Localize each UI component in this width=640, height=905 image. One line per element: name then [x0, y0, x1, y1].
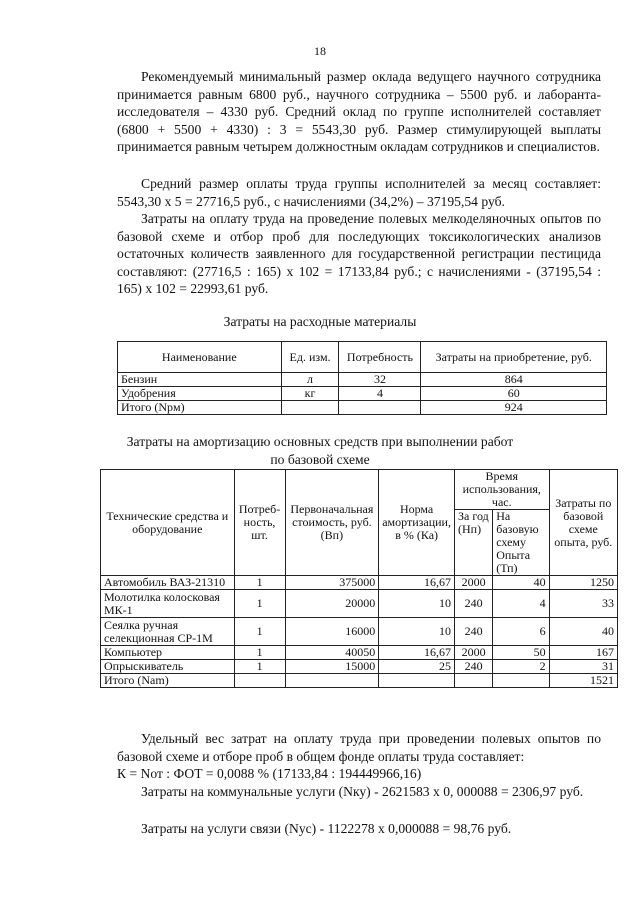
table-cell: 375000: [285, 576, 379, 590]
header-cell: Первоначальная стоимость, руб. (Вп): [285, 470, 379, 576]
table-cell: [379, 674, 455, 688]
consumables-table: [117, 341, 607, 415]
header-cell: Ед. изм.: [281, 342, 339, 373]
header-cell: Потреб-ность, шт.: [234, 470, 285, 576]
table-cell: 924: [421, 401, 607, 415]
table-cell: [234, 674, 285, 688]
table-cell: 15000: [285, 660, 379, 674]
table-row: [118, 373, 607, 387]
table-cell: Итого (Nam): [101, 674, 235, 688]
formula-share: К = Nот : ФОТ = 0,0088 % (17133,84 : 194449966,16): [117, 766, 422, 781]
table-cell: Бензин: [118, 373, 282, 387]
table-cell: 60: [421, 387, 607, 401]
table-row: [101, 576, 618, 590]
table-cell: Итого (Npм): [118, 401, 282, 415]
table-cell: Автомобиль ВАЗ-21310: [101, 576, 235, 590]
header-cell: Время использования, час.: [454, 470, 549, 510]
table-cell: кг: [281, 387, 339, 401]
table-cell: 6: [493, 618, 549, 646]
table-cell: 1: [234, 618, 285, 646]
table-cell: 167: [549, 646, 617, 660]
table-cell: 25: [379, 660, 455, 674]
header-cell: Затраты на приобретение, руб.: [421, 342, 607, 373]
table-header-row: [101, 470, 618, 510]
table-cell: [339, 401, 421, 415]
table-row: [118, 387, 607, 401]
table-cell: 1: [234, 576, 285, 590]
table-cell: [285, 674, 379, 688]
header-cell: На базовую схему Опыта (Тп): [493, 510, 549, 576]
table-cell: 16000: [285, 618, 379, 646]
table-cell: 240: [454, 660, 492, 674]
table2-caption-line2: по базовой схеме: [270, 452, 370, 467]
header-cell: Наименование: [118, 342, 282, 373]
header-cell: Потребность: [339, 342, 421, 373]
table-cell: 50: [493, 646, 549, 660]
table-cell: Удобрения: [118, 387, 282, 401]
table-cell: 1: [234, 646, 285, 660]
table-cell: 40: [549, 618, 617, 646]
table-cell: 1250: [549, 576, 617, 590]
table-cell: 40: [493, 576, 549, 590]
header-cell: Норма амортизации, в % (Ка): [379, 470, 455, 576]
table-cell: 240: [454, 590, 492, 618]
table-cell: 16,67: [379, 576, 455, 590]
table-cell: 32: [339, 373, 421, 387]
paragraph-monthly-pay: Средний размер оплаты труда группы исполнителей за месяц составляет: 5543,30 х 5 = 27716,5 руб., с начислениями (34,2%) – 37195,54 руб.: [117, 176, 601, 209]
table-cell: 10: [379, 590, 455, 618]
table-cell: 1: [234, 660, 285, 674]
table-header-row: [118, 342, 607, 373]
header-cell: Затраты по базовой схеме опыта, руб.: [549, 470, 617, 576]
table-row: [101, 660, 618, 674]
table-cell: 4: [339, 387, 421, 401]
table-row: [101, 646, 618, 660]
table-cell: 31: [549, 660, 617, 674]
table-row: [101, 618, 618, 646]
table-cell: 240: [454, 618, 492, 646]
header-cell: Технические средства и оборудование: [101, 470, 235, 576]
table1-caption: Затраты на расходные материалы: [223, 314, 417, 329]
table-row: [101, 590, 618, 618]
header-cell: За год (Нп): [454, 510, 492, 576]
table-cell: Опрыскиватель: [101, 660, 235, 674]
table2-caption-line1: Затраты на амортизацию основных средств при выполнении работ: [126, 434, 514, 449]
table-cell: 2000: [454, 576, 492, 590]
formula-communication: Затраты на услуги связи (Nус) - 1122278 х 0,000088 = 98,76 руб.: [141, 821, 512, 836]
table-row: [118, 401, 607, 415]
paragraph-labor-costs: Затраты на оплату труда на проведение полевых мелкоделяночных опытов по базовой схеме и отбор проб для последующих токсикологических анализов остаточных количеств заявленного для государственной регистрации пестицида составляют: (27716,5 : 165) х 102 = 17133,84 руб.; с начислениями - (37195,54 : 165) х 102 = 22993,61 руб.: [117, 211, 601, 297]
page-number: 18: [314, 44, 326, 58]
depreciation-table: [100, 469, 618, 688]
table-cell: 1521: [549, 674, 617, 688]
table-cell: 2: [493, 660, 549, 674]
table-cell: Молотилка колосковая МК-1: [101, 590, 235, 618]
table-cell: 16,67: [379, 646, 455, 660]
table-cell: [493, 674, 549, 688]
table-cell: 4: [493, 590, 549, 618]
table-cell: Сеялка ручная селекционная СР-1М: [101, 618, 235, 646]
table-cell: 864: [421, 373, 607, 387]
table-cell: 40050: [285, 646, 379, 660]
table-cell: [281, 401, 339, 415]
table-cell: 20000: [285, 590, 379, 618]
paragraph-share: Удельный вес затрат на оплату труда при проведении полевых опытов по базовой схеме и отборе проб в общем фонде оплаты труда составляет:: [117, 731, 601, 764]
paragraph-utilities: Затраты на коммунальные услуги (Nку) - 2621583 х 0, 000088 = 2306,97 руб.: [141, 784, 584, 799]
table-cell: л: [281, 373, 339, 387]
table-cell: 1: [234, 590, 285, 618]
table-total-row: [101, 674, 618, 688]
table-cell: 10: [379, 618, 455, 646]
table-cell: Компьютер: [101, 646, 235, 660]
table-cell: [454, 674, 492, 688]
table-cell: 33: [549, 590, 617, 618]
table-cell: 2000: [454, 646, 492, 660]
paragraph-salary: Рекомендуемый минимальный размер оклада ведущего научного сотрудника принимается равным 6800 руб., научного сотрудника – 5500 руб. и лаборанта-исследователя – 4330 руб. Средний оклад по группе исполнителей составляет (6800 + 5500 + 4330) : 3 = 5543,30 руб. Размер стимулирующей выплаты принимается равным четырем должностным окладам сотрудников и специалистов.: [117, 69, 601, 155]
